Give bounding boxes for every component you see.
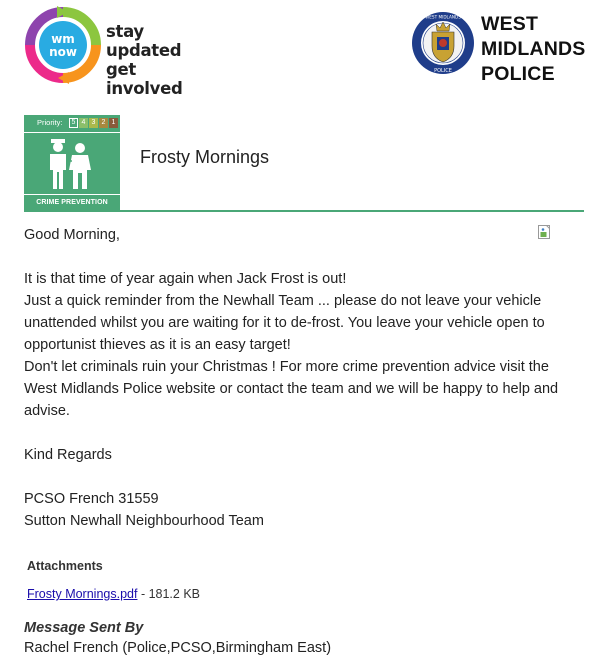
priority-level-5: 5 — [69, 118, 78, 128]
crime-prevention-tile — [24, 115, 120, 211]
banner-divider — [24, 210, 584, 212]
priority-label: Priority: — [37, 118, 63, 127]
sender-name: Rachel French (Police,PCSO,Birmingham East) — [24, 640, 332, 656]
signoff: Kind Regards — [24, 447, 112, 463]
attachment-item — [27, 587, 200, 601]
body-paragraph-2: Just a quick reminder from the Newhall Team ... please do not leave your vehicle unattended whilst you are waiting for it to de-frost. You leave your vehicle open to opportunist thieves as it is an easy target! — [24, 293, 545, 353]
message-banner — [24, 115, 584, 213]
police-officer-and-citizen-icon — [46, 137, 98, 189]
wm-now-tagline — [106, 22, 216, 98]
west-midlands-police-wordmark — [481, 12, 591, 87]
signature-team: Sutton Newhall Neighbourhood Team — [24, 513, 264, 529]
svg-text:now: now — [49, 45, 77, 59]
priority-level-4: 4 — [79, 118, 88, 128]
police-line-3: POLICE — [481, 63, 555, 85]
priority-level-3: 3 — [89, 118, 98, 128]
category-label: CRIME PREVENTION — [24, 194, 120, 212]
message-body — [24, 224, 584, 532]
sent-by-heading: Message Sent By — [24, 620, 144, 636]
attachment-link[interactable]: Frosty Mornings.pdf — [27, 587, 138, 601]
police-line-1: WEST — [481, 13, 539, 35]
wm-now-logo — [24, 6, 102, 84]
tagline-line-1: stay updated — [106, 22, 182, 60]
svg-text:WEST MIDLANDS: WEST MIDLANDS — [425, 14, 461, 20]
greeting: Good Morning, — [24, 227, 120, 243]
west-midlands-police-badge-icon — [410, 6, 476, 80]
priority-level-2: 2 — [99, 118, 108, 128]
email-header — [0, 0, 604, 98]
svg-text:POLICE: POLICE — [434, 68, 452, 74]
attachments-heading: Attachments — [27, 559, 103, 573]
body-paragraph-1: It is that time of year again when Jack Frost is out! — [24, 271, 347, 287]
priority-bar — [24, 115, 120, 133]
police-line-2: MIDLANDS — [481, 38, 586, 60]
tagline-line-2: get involved — [106, 60, 183, 98]
priority-level-1: 1 — [109, 118, 118, 128]
message-title: Frosty Mornings — [140, 147, 270, 167]
svg-text:wm: wm — [51, 32, 75, 46]
attachment-size: - 181.2 KB — [137, 587, 201, 601]
signature-name: PCSO French 31559 — [24, 491, 159, 507]
body-paragraph-3: Don't let criminals ruin your Christmas ! For more crime prevention advice visit the West Midlands Police website or contact the team and we will be happy to help and advise. — [24, 359, 559, 419]
